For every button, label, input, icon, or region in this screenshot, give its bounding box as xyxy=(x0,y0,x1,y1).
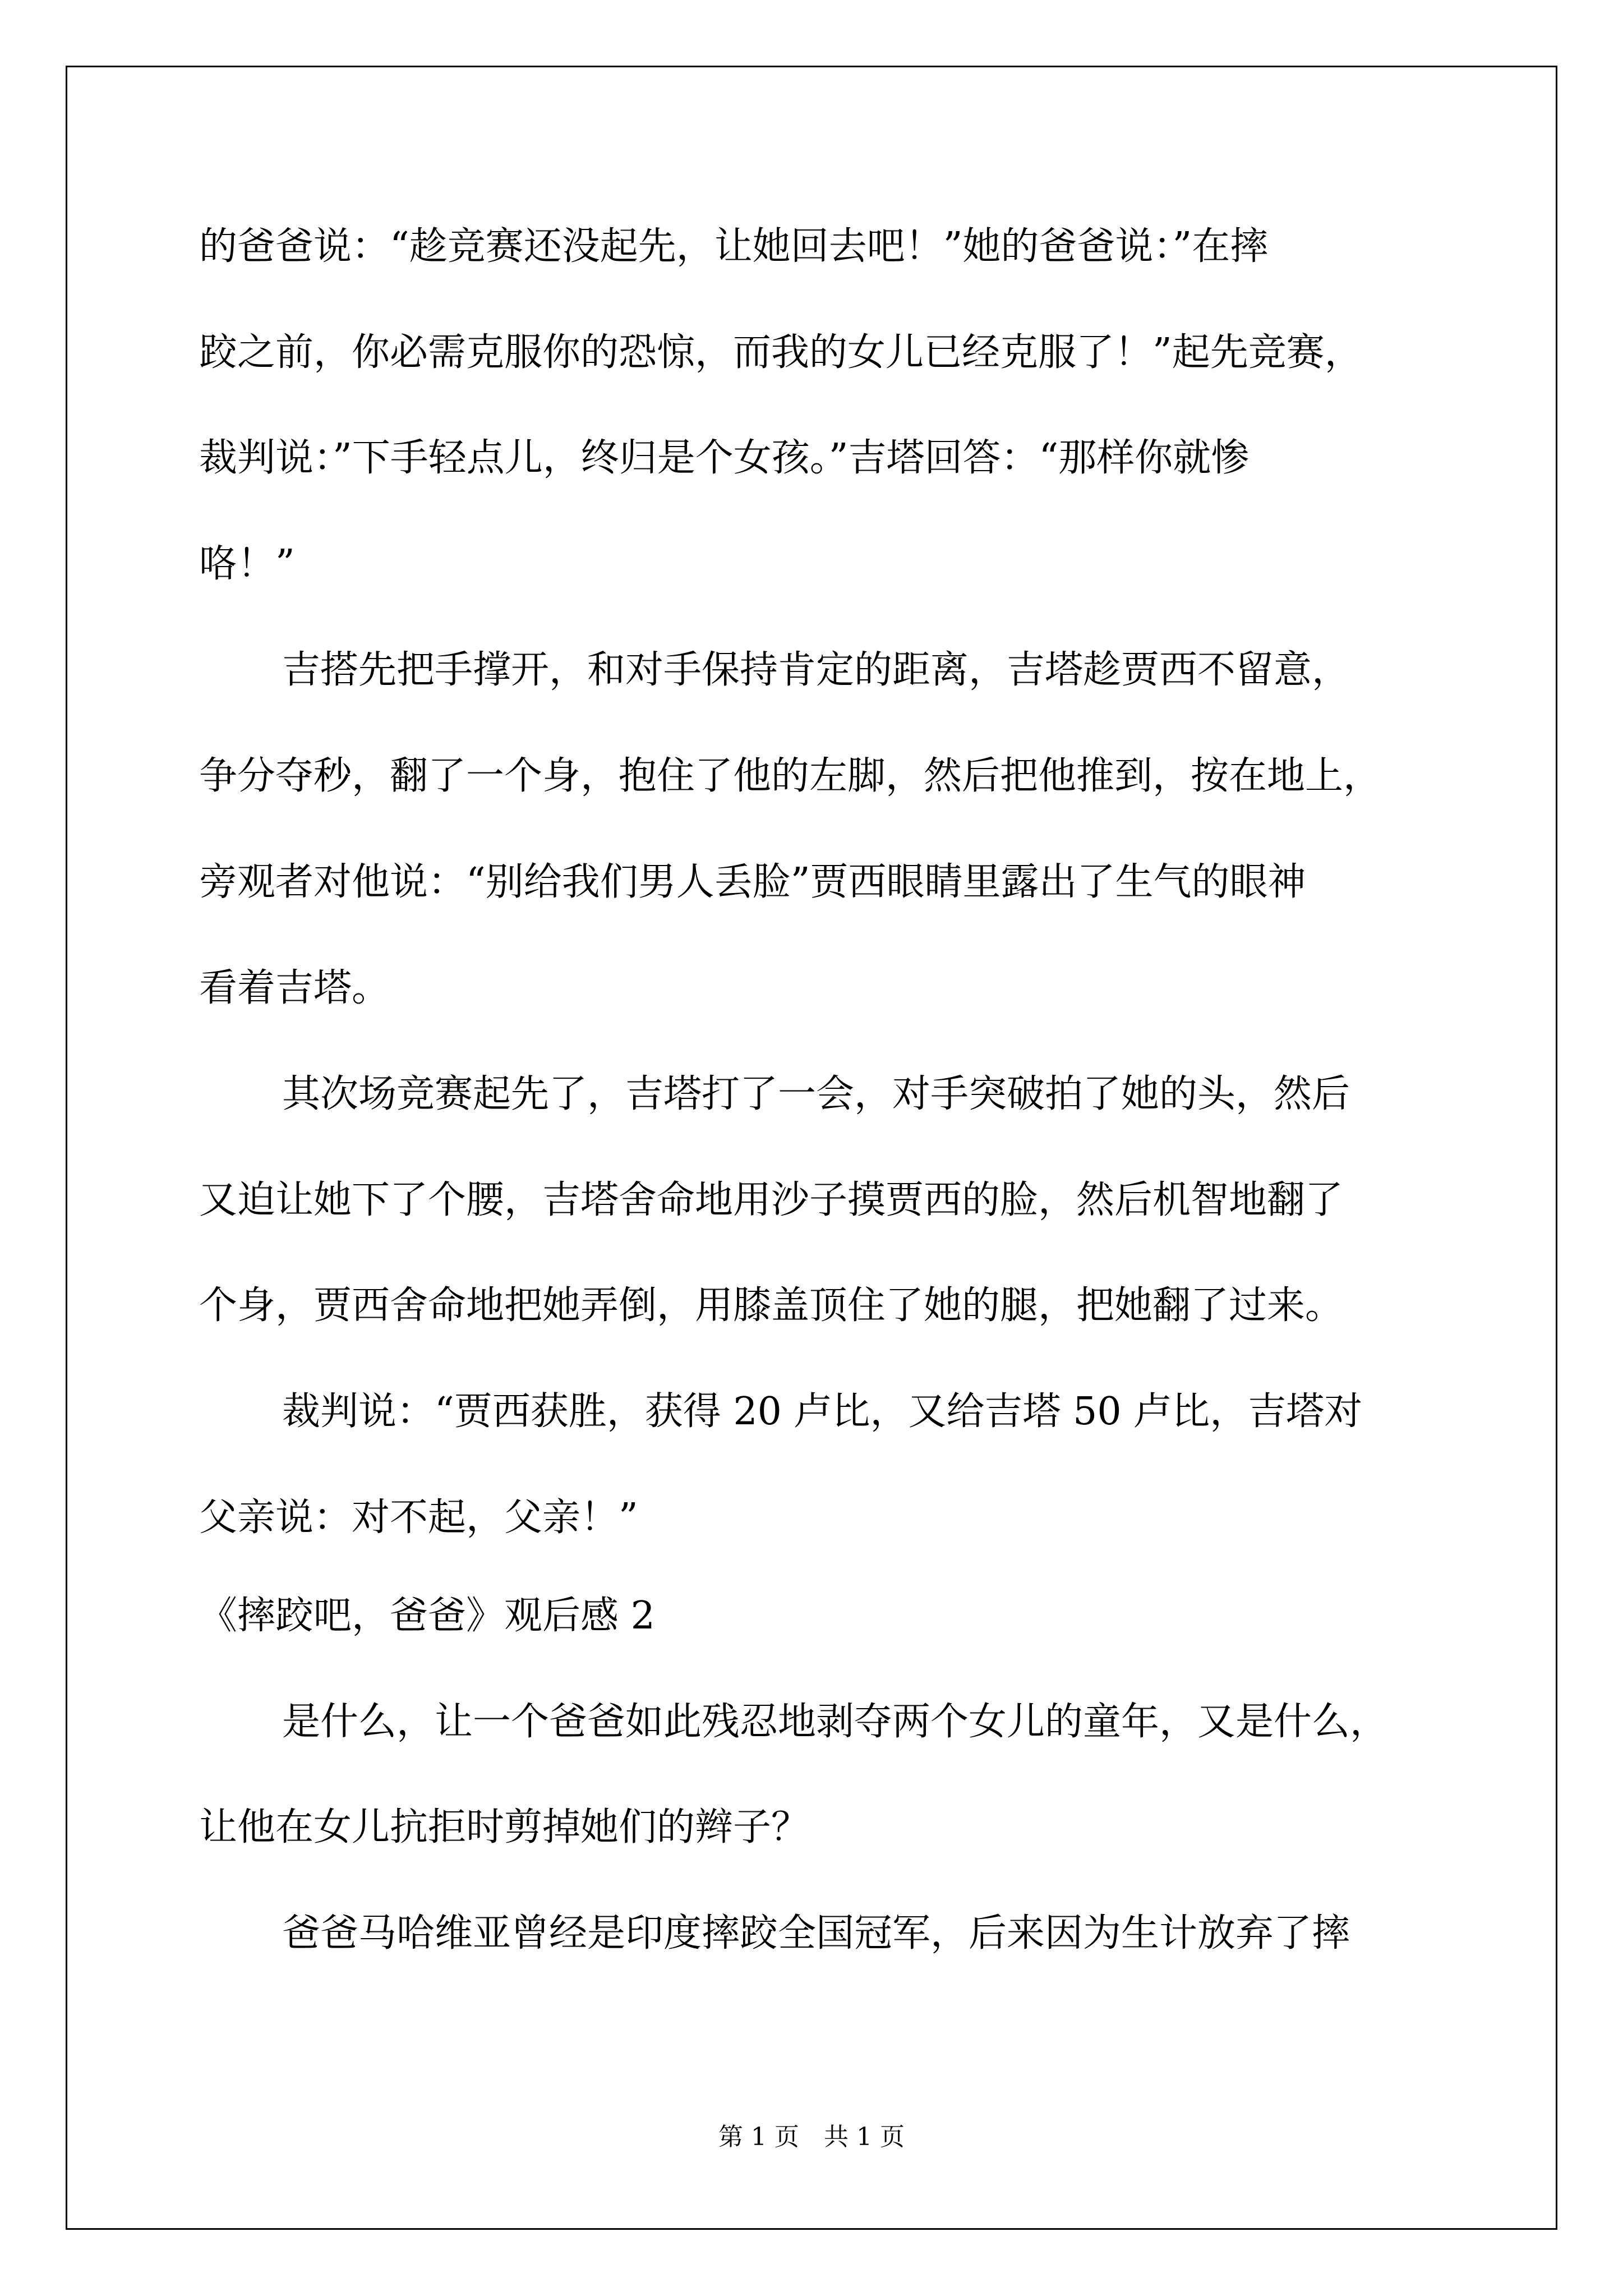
text-line-8: 看着吉塔。 xyxy=(199,966,390,1010)
text-line-10: 又迫让她下了个腰，吉塔舍命地用沙子摸贾西的脸，然后机智地翻了 xyxy=(199,1178,1344,1222)
text-line-5: 吉搭先把手撑开，和对手保持肯定的距离，吉塔趁贾西不留意， xyxy=(282,648,1350,692)
text-line-6: 争分夺秒，翻了一个身，抱住了他的左脚，然后把他推到，按在地上， xyxy=(199,754,1382,798)
text-line-14: 是什么，让一个爸爸如此残忍地剥夺两个女儿的童年，又是什么， xyxy=(282,1700,1389,1744)
text-line-13: 父亲说：对不起，父亲！” xyxy=(199,1496,638,1540)
page-footer: 第 1 页 共 1 页 xyxy=(718,2123,905,2151)
text-line-15: 让他在女儿抗拒时剪掉她们的辫子？ xyxy=(199,1805,810,1849)
text-line-1: 的爸爸说：“趁竞赛还没起先，让她回去吧！”她的爸爸说：”在摔 xyxy=(199,224,1269,269)
text-line-2: 跤之前，你必需克服你的恐惊，而我的女儿已经克服了！”起先竞赛， xyxy=(199,330,1363,375)
section-heading: 《摔跤吧，爸爸》观后感 2 xyxy=(199,1594,655,1638)
text-line-12: 裁判说：“贾西获胜，获得 20 卢比，又给吉塔 50 卢比，吉塔对 xyxy=(282,1389,1363,1434)
text-line-3: 裁判说：”下手轻点儿，终归是个女孩。”吉塔回答：“那样你就惨 xyxy=(199,436,1249,480)
text-line-9: 其次场竞赛起先了，吉塔打了一会，对手突破拍了她的头，然后 xyxy=(282,1072,1350,1116)
text-line-11: 个身，贾西舍命地把她弄倒，用膝盖顶住了她的腿，把她翻了过来。 xyxy=(199,1283,1344,1328)
text-line-16: 爸爸马哈维亚曾经是印度摔跤全国冠军，后来因为生计放弃了摔 xyxy=(282,1911,1350,1955)
text-line-4: 咯！” xyxy=(199,542,295,586)
page-border xyxy=(66,66,1557,2230)
text-line-7: 旁观者对他说：“别给我们男人丢脸”贾西眼睛里露出了生气的眼神 xyxy=(199,860,1306,904)
